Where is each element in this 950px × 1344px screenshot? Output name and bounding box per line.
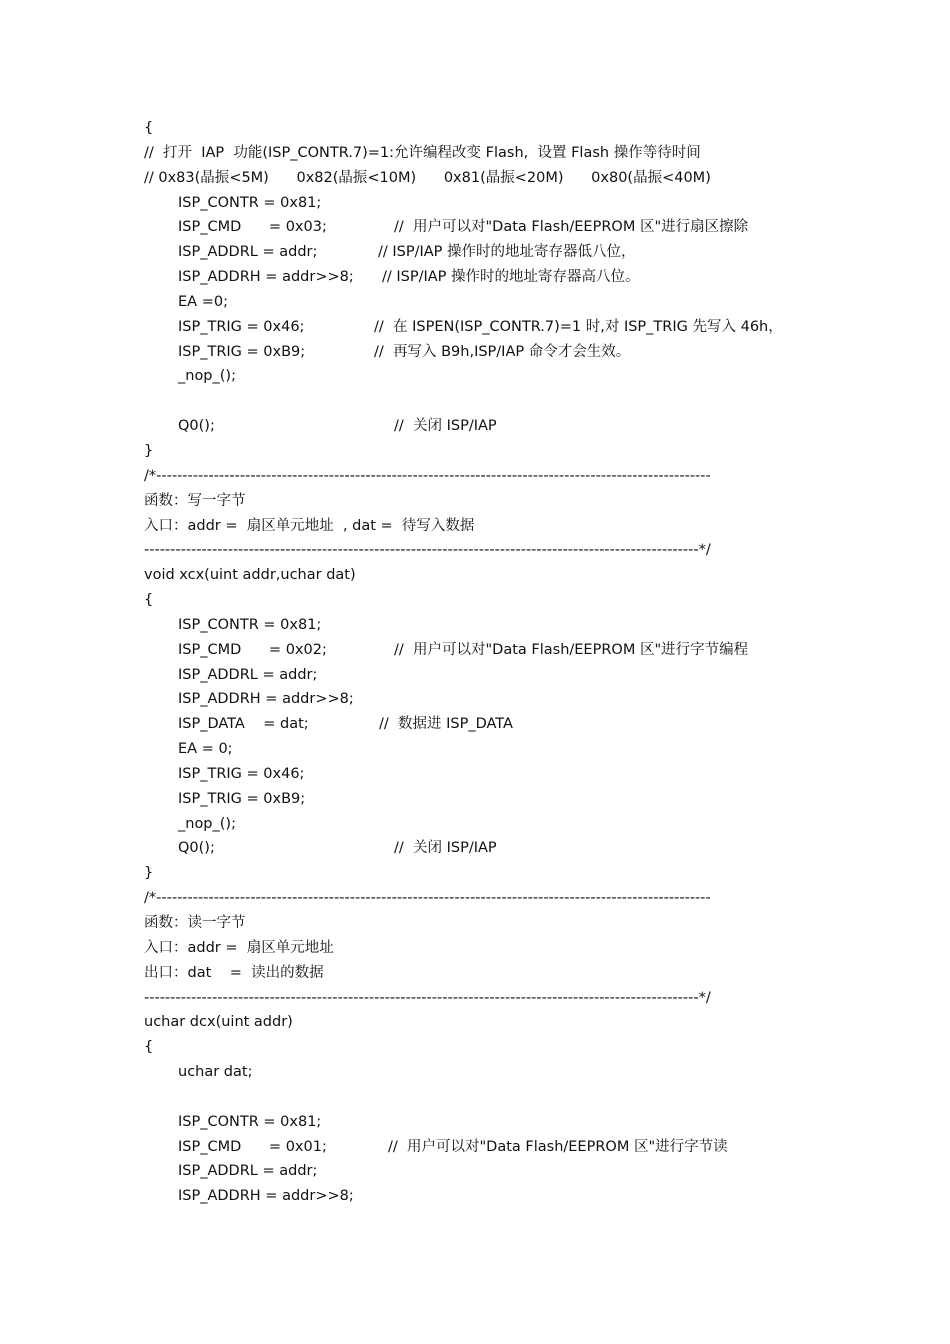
- code-text: ISP_TRIG = 0xB9;: [178, 790, 306, 807]
- code-comment: // 用户可以对"Data Flash/EEPROM 区"进行扇区擦除: [394, 219, 749, 236]
- code-text: }: [144, 865, 154, 882]
- code-line: [144, 613, 924, 638]
- code-line: [144, 240, 924, 265]
- code-line: [144, 986, 924, 1011]
- code-comment: // 在 ISPEN(ISP_CONTR.7)=1 时,对 ISP_TRIG 先写入 46h，: [374, 318, 783, 335]
- code-line: [144, 936, 924, 961]
- code-comment: // 用户可以对"Data Flash/EEPROM 区"进行字节读: [388, 1138, 728, 1155]
- code-line: [144, 116, 924, 141]
- code-line: [144, 663, 924, 688]
- code-line: [144, 886, 924, 911]
- code-line: [144, 1035, 924, 1060]
- code-text: 入口：addr = 扇区单元地址: [144, 939, 334, 956]
- code-text: {: [144, 592, 154, 609]
- code-line: [144, 812, 924, 837]
- code-text: _nop_();: [178, 815, 236, 832]
- code-comment: // ISP/IAP 操作时的地址寄存器低八位，: [378, 244, 636, 261]
- code-text: ISP_DATA = dat;: [178, 716, 309, 733]
- code-text: {: [144, 120, 154, 136]
- code-line: [144, 911, 924, 936]
- code-line: [144, 514, 924, 539]
- code-comment: // 关闭 ISP/IAP: [394, 418, 497, 435]
- code-line: [144, 712, 924, 737]
- code-text: ISP_CMD = 0x01;: [178, 1138, 327, 1155]
- code-line: [144, 489, 924, 514]
- code-comment: // 再写入 B9h,ISP/IAP 命令才会生效。: [374, 343, 631, 360]
- code-comment: // 用户可以对"Data Flash/EEPROM 区"进行字节编程: [394, 641, 749, 658]
- blank-line: [144, 1085, 924, 1110]
- code-comment: // ISP/IAP 操作时的地址寄存器高八位。: [382, 269, 640, 286]
- code-line: [144, 414, 924, 439]
- code-text: ----------------------------------------------------------------------------------------------------------*/: [144, 989, 711, 1006]
- code-text: /*----------------------------------------------------------------------------------------------------------: [144, 467, 711, 484]
- code-text: 入口：addr = 扇区单元地址 , dat = 待写入数据: [144, 517, 475, 534]
- code-line: [144, 737, 924, 762]
- code-text: 函数：写一字节: [144, 492, 246, 509]
- code-text: ISP_ADDRH = addr>>8;: [178, 691, 354, 708]
- code-line: [144, 191, 924, 216]
- code-text: ISP_ADDRH = addr>>8;: [178, 269, 354, 286]
- code-text: _nop_();: [178, 368, 236, 385]
- code-text: /*----------------------------------------------------------------------------------------------------------: [144, 890, 711, 907]
- code-text: 函数：读一字节: [144, 915, 246, 931]
- blank-line: [144, 389, 924, 414]
- code-text: Q0();: [178, 840, 215, 857]
- code-comment: // 数据进 ISP_DATA: [379, 716, 513, 733]
- code-line: [144, 340, 924, 365]
- code-line: [144, 961, 924, 986]
- code-line: [144, 1159, 924, 1184]
- code-line: [144, 638, 924, 663]
- code-line: [144, 588, 924, 613]
- code-line: [144, 1060, 924, 1085]
- code-line: [144, 265, 924, 290]
- code-text: 出口：dat = 读出的数据: [144, 964, 324, 981]
- code-text: ISP_TRIG = 0xB9;: [178, 343, 306, 360]
- code-text: ISP_CMD = 0x02;: [178, 641, 327, 658]
- code-text: ISP_CONTR = 0x81;: [178, 194, 322, 211]
- code-comment: // 关闭 ISP/IAP: [394, 840, 497, 857]
- code-line: [144, 762, 924, 787]
- code-text: }: [144, 442, 154, 459]
- code-text: ----------------------------------------------------------------------------------------------------------*/: [144, 542, 711, 559]
- code-text: ISP_ADDRH = addr>>8;: [178, 1188, 354, 1205]
- code-line: [144, 1110, 924, 1135]
- code-text: ISP_CONTR = 0x81;: [178, 616, 322, 633]
- code-line: [144, 836, 924, 861]
- code-line: [144, 1135, 924, 1160]
- code-line: [144, 787, 924, 812]
- code-line: [144, 687, 924, 712]
- code-text: ISP_TRIG = 0x46;: [178, 765, 305, 782]
- code-text: ISP_ADDRL = addr;: [178, 1163, 318, 1180]
- code-line: [144, 538, 924, 563]
- code-text: uchar dcx(uint addr): [144, 1014, 293, 1031]
- code-text: ISP_ADDRL = addr;: [178, 666, 318, 683]
- code-line: [144, 364, 924, 389]
- code-line: [144, 166, 924, 191]
- code-line: [144, 1184, 924, 1209]
- code-line: [144, 141, 924, 166]
- code-text: // 0x83(晶振<5M) 0x82(晶振<10M) 0x81(晶振<20M) 0x80(晶振<40M): [144, 169, 711, 186]
- code-line: [144, 215, 924, 240]
- code-text: ISP_CMD = 0x03;: [178, 219, 327, 236]
- code-line: [144, 563, 924, 588]
- code-text: EA = 0;: [178, 741, 233, 758]
- code-text: ISP_ADDRL = addr;: [178, 244, 318, 261]
- code-line: [144, 464, 924, 489]
- code-line: [144, 290, 924, 315]
- code-line: [144, 315, 924, 340]
- code-text: uchar dat;: [178, 1064, 253, 1081]
- code-text: ISP_TRIG = 0x46;: [178, 318, 305, 335]
- code-text: {: [144, 1039, 154, 1056]
- code-text: // 打开 IAP 功能(ISP_CONTR.7)=1:允许编程改变 Flash, 设置 Flash 操作等待时间: [144, 144, 701, 161]
- code-text: void xcx(uint addr,uchar dat): [144, 567, 356, 584]
- code-text: EA =0;: [178, 293, 228, 310]
- code-line: [144, 1010, 924, 1035]
- code-text: ISP_CONTR = 0x81;: [178, 1113, 322, 1130]
- code-line: [144, 861, 924, 886]
- code-text: Q0();: [178, 418, 215, 435]
- code-listing: [144, 116, 924, 1209]
- code-line: [144, 439, 924, 464]
